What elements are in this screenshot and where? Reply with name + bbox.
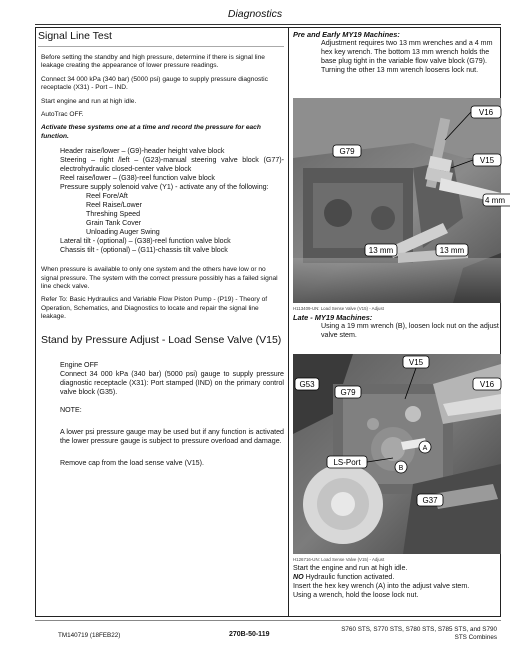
function-list [38,147,284,255]
sub-list-item: Threshing Speed [86,210,141,219]
right-column [293,30,501,75]
callout-a [419,441,431,453]
footer-page-number: 270B-50-119 [229,631,270,638]
instruction-emphasis: Activate these systems one at a time and record the pressure for each function. [41,124,261,140]
callout-4mm [483,194,510,206]
sub-list-item: Unloading Auger Swing [86,228,160,237]
step: Insert the hex key wrench (A) into the adjust valve stem. [293,582,470,590]
paragraph: When pressure is available to only one system and the others have low or no signal pressure. The system with the correct pressure possibly has a failed signal line check valve. [41,266,278,291]
callout-13mm-b [436,244,468,256]
footer-product: STS Combines [454,634,497,641]
footer-model-list [307,626,497,642]
sub-list-item: Reel Raise/Lower [86,201,142,210]
load-sense-valve-photo-early [293,98,505,303]
list-item: Pressure supply solenoid valve (Y1) - activate any of the following: [60,183,269,192]
footer-models: S760 STS, S770 STS, S780 STS, S785 STS, and S790 [341,626,497,633]
step: Engine OFF [60,360,99,369]
svg-text:LS-Port: LS-Port [333,458,361,467]
photo-caption: H113409-UN: Load Sense Valve (V15) - Adjust [293,306,384,311]
step-text: Hydraulic function activated. [303,573,395,581]
svg-text:A: A [422,445,428,452]
emphasis-no: NO [293,573,304,581]
svg-text:V15: V15 [408,358,424,367]
footer-rule [35,620,501,621]
callout-g53 [295,378,319,390]
svg-text:G53: G53 [299,380,315,389]
step [293,573,501,582]
step: Using a wrench, hold the loose lock nut. [293,591,419,599]
footer-doc-id: TM140719 (18FEB22) [58,632,121,639]
svg-text:B: B [398,465,404,472]
standby-steps [38,361,284,468]
paragraph: Refer To: Basic Hydraulics and Variable Flow Piston Pump - (P19) - Theory of Operation, Schematics, and Diagnostics to locate and repair the signal line leakage. [41,296,268,321]
step: Connect 34 000 kPa (340 bar) (5000 psi) gauge to supply pressure diagnostic receptacle (X31): Port stamped (IND) on the primary control valve block (G35). [60,369,284,396]
subheading-late-my19: Late - MY19 Machines: [293,313,373,322]
list-item: Lateral tilt - (optional) – (G38)-reel function valve block [60,237,231,246]
header-rule [35,24,501,25]
callout-b [395,461,407,473]
note-text: A lower psi pressure gauge may be used but if any function is activated the lower pressure gauge is subject to pressure overload and damage. [60,427,284,445]
paragraph: Adjustment requires two 13 mm wrenches and a 4 mm hex key wrench. The bottom 13 mm wrench holds the base plug tight in the variable flow valve block (G79). Turning the other 13 mm wrench loosens lock nut. [321,39,493,74]
svg-text:G79: G79 [340,388,356,397]
svg-text:G79: G79 [339,147,355,156]
late-steps [293,564,501,600]
list-item: Reel raise/lower – (G38)-reel function valve block [60,174,215,183]
svg-text:V16: V16 [478,108,494,117]
paragraph: Connect 34 000 kPa (340 bar) (5000 psi) gauge to supply pressure diagnostic receptacle (X31) - Port – IND. [41,75,268,92]
svg-text:13 mm: 13 mm [368,246,394,255]
step: Remove cap from the load sense valve (V15). [60,458,204,467]
callout-g79 [335,386,361,398]
callout-g79 [333,145,361,157]
paragraph: AutoTrac OFF. [41,111,84,119]
sub-list-item: Grain Tank Cover [86,219,142,228]
list-item: Steering – right /left – (G23)-manual steering valve block (G77)-electrohydraulic closed-center valve block [60,156,284,174]
note-label: NOTE: [60,405,82,414]
list-item: Header raise/lower – (G9)-header height valve block [60,147,225,156]
paragraph: Start engine and run at high idle. [41,97,137,105]
sub-list-item: Reel Fore/Aft [86,192,128,201]
callout-g37 [417,494,443,506]
page-header: Diagnostics [227,8,283,20]
callout-13mm-a [365,244,397,256]
photo-caption: H126716-UN: Load Sense Valve (V15) - Adjust [293,557,385,562]
paragraph: Before setting the standby and high pressure, determine if there is signal line leakage creating the appearance of lower pressure readings. [41,54,265,70]
callout-v16 [473,378,501,390]
svg-text:13 mm: 13 mm [439,246,465,255]
left-column [38,30,284,468]
svg-text:V15: V15 [479,156,495,165]
late-my19-block [293,313,501,340]
section-heading-signal-line-test: Signal Line Test [38,30,284,47]
section-heading-standby-pressure: Stand by Pressure Adjust - Load Sense Valve (V15) [41,333,282,346]
column-divider [288,27,289,617]
paragraph: Using a 19 mm wrench (B), loosen lock nut on the adjust valve stem. [321,322,499,339]
load-sense-valve-photo-late [293,354,501,554]
step: Start the engine and run at high idle. [293,564,408,572]
svg-text:G37: G37 [422,496,438,505]
list-item: Chassis tilt - (optional) – (G11)-chassis tilt valve block [60,246,228,255]
svg-text:V16: V16 [479,380,495,389]
subheading-early-my19: Pre and Early MY19 Machines: [293,30,400,39]
svg-text:4 mm: 4 mm [485,196,505,205]
